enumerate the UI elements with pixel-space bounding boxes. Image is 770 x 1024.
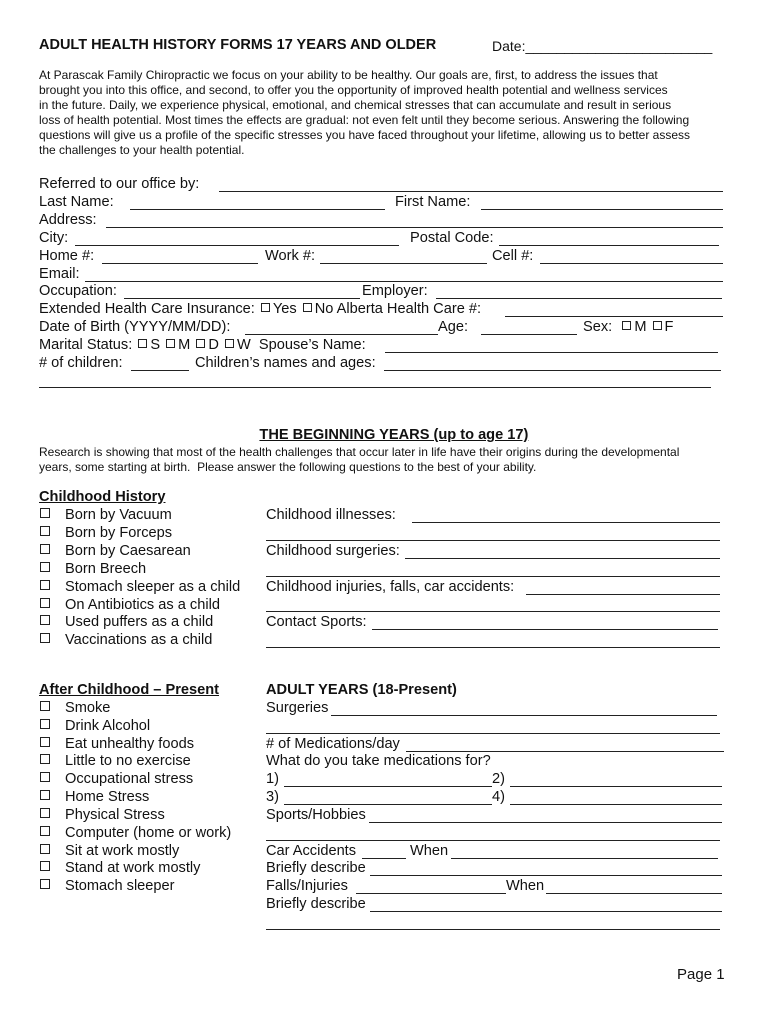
sports-hobbies-input[interactable]	[369, 822, 722, 823]
checkbox[interactable]	[40, 544, 50, 554]
childhood-item[interactable]	[40, 597, 220, 613]
surgeries-input-2[interactable]	[266, 733, 720, 734]
children-count-input[interactable]	[131, 370, 189, 371]
checkbox[interactable]	[40, 737, 50, 747]
age-input[interactable]	[481, 334, 577, 335]
employer-input[interactable]	[436, 298, 722, 299]
med-2-label: 2)	[492, 771, 505, 787]
sex-row	[583, 319, 673, 335]
marital-s-label: S	[150, 337, 161, 353]
marital-label: Marital Status:	[39, 337, 133, 353]
childhood-item[interactable]	[40, 543, 191, 559]
after-item[interactable]	[40, 878, 175, 894]
marital-w-label: W	[236, 337, 251, 353]
childhood-injuries-label: Childhood injuries, falls, car accidents:	[266, 579, 515, 595]
alberta-health-label: Alberta Health Care #:	[336, 301, 482, 317]
med-4-input[interactable]	[510, 804, 722, 805]
first-name-label: First Name:	[395, 194, 471, 210]
employer-label: Employer:	[362, 283, 428, 299]
home-phone-label: Home #:	[39, 248, 95, 264]
childhood-item-label: Vaccinations as a child	[65, 632, 213, 648]
childhood-item[interactable]	[40, 561, 146, 577]
after-item-label: Stand at work mostly	[65, 860, 201, 876]
occupation-input[interactable]	[124, 298, 360, 299]
falls-injuries-input[interactable]	[356, 893, 506, 894]
home-phone-input[interactable]	[102, 263, 258, 264]
falls-describe-input[interactable]	[370, 911, 722, 912]
email-input[interactable]	[85, 281, 723, 282]
after-item-label: Home Stress	[65, 789, 150, 805]
insurance-yes-checkbox[interactable]	[261, 303, 270, 312]
checkbox[interactable]	[40, 580, 50, 590]
childhood-item[interactable]	[40, 614, 213, 630]
contact-sports-input[interactable]	[372, 629, 718, 630]
after-item[interactable]	[40, 860, 200, 876]
after-item-label: Eat unhealthy foods	[65, 736, 195, 752]
medications-input[interactable]	[406, 751, 724, 752]
checkbox[interactable]	[40, 701, 50, 711]
childhood-item[interactable]	[40, 507, 172, 523]
childhood-item-label: Born by Forceps	[65, 525, 173, 541]
surgeries-label: Surgeries	[266, 700, 329, 716]
after-item[interactable]	[40, 718, 150, 734]
checkbox[interactable]	[40, 790, 50, 800]
beginning-text-1: Research is showing that most of the health challenges that occur later in life have their origins during the developmental	[39, 445, 680, 459]
checkbox[interactable]	[40, 598, 50, 608]
marital-row	[39, 337, 366, 353]
car-accidents-describe-input[interactable]	[370, 875, 722, 876]
checkbox[interactable]	[40, 562, 50, 572]
car-accidents-when-input[interactable]	[451, 858, 718, 859]
checkbox[interactable]	[40, 719, 50, 729]
after-item[interactable]	[40, 753, 191, 769]
contact-sports-input-2[interactable]	[266, 647, 720, 648]
postal-code-input[interactable]	[499, 245, 719, 246]
childhood-injuries-input[interactable]	[526, 594, 720, 595]
after-item-label: Occupational stress	[65, 771, 194, 787]
marital-m-label: M	[178, 337, 191, 353]
childhood-item-label: Used puffers as a child	[65, 614, 214, 630]
childhood-item-label: Stomach sleeper as a child	[65, 579, 241, 595]
marital-d-checkbox[interactable]	[196, 339, 205, 348]
after-item[interactable]	[40, 789, 149, 805]
insurance-no-checkbox[interactable]	[303, 303, 312, 312]
car-accidents-input[interactable]	[362, 858, 406, 859]
age-label: Age:	[438, 319, 469, 335]
sex-f-checkbox[interactable]	[653, 321, 662, 330]
medications-for-label: What do you take medications for?	[266, 753, 491, 769]
med-2-input[interactable]	[510, 786, 722, 787]
intro-line-5: questions will give us a profile of the specific stresses you have faced throughout your lifetime, allowing us to better assess	[39, 128, 691, 142]
after-item[interactable]	[40, 736, 194, 752]
childhood-item-label: Born Breech	[65, 561, 147, 577]
childhood-illnesses-label: Childhood illnesses:	[266, 507, 396, 523]
children-names-input-2[interactable]	[39, 387, 711, 388]
address-label: Address:	[39, 212, 97, 228]
city-input[interactable]	[75, 245, 399, 246]
childhood-injuries-input-2[interactable]	[266, 611, 720, 612]
marital-d-label: D	[208, 337, 219, 353]
work-phone-input[interactable]	[320, 263, 487, 264]
childhood-heading: Childhood History	[39, 489, 166, 505]
sex-f-label: F	[664, 319, 674, 335]
referred-input[interactable]	[219, 191, 723, 192]
cell-phone-label: Cell #:	[492, 248, 534, 264]
after-item-label: Stomach sleeper	[65, 878, 175, 894]
after-item[interactable]	[40, 700, 110, 716]
childhood-surgeries-input[interactable]	[405, 558, 720, 559]
form-title: ADULT HEALTH HISTORY FORMS 17 YEARS AND OLDER	[39, 37, 437, 53]
children-count-label: # of children:	[39, 355, 123, 371]
med-3-label: 3)	[266, 789, 279, 805]
after-childhood-heading: After Childhood – Present	[39, 682, 220, 698]
contact-sports-label: Contact Sports:	[266, 614, 367, 630]
marital-s-checkbox[interactable]	[138, 339, 147, 348]
childhood-item[interactable]	[40, 525, 172, 541]
car-accidents-when-label: When	[410, 843, 449, 859]
checkbox[interactable]	[40, 615, 50, 625]
page-number: Page 1	[677, 966, 725, 983]
med-1-input[interactable]	[284, 786, 492, 787]
falls-describe-label: Briefly describe	[266, 896, 366, 912]
med-3-input[interactable]	[284, 804, 492, 805]
marital-w-checkbox[interactable]	[225, 339, 234, 348]
childhood-illnesses-input[interactable]	[412, 522, 720, 523]
intro-line-2: brought you into this office, and second, to offer you the opportunity of improved health potential and wellness services	[39, 83, 668, 97]
falls-injuries-label: Falls/Injuries	[266, 878, 348, 894]
spouse-input[interactable]	[385, 352, 718, 353]
work-phone-label: Work #:	[265, 248, 316, 264]
checkbox[interactable]	[40, 879, 50, 889]
childhood-surgeries-label: Childhood surgeries:	[266, 543, 400, 559]
marital-m-checkbox[interactable]	[166, 339, 175, 348]
car-accidents-label: Car Accidents	[266, 843, 357, 859]
checkbox[interactable]	[40, 633, 50, 643]
surgeries-input[interactable]	[331, 715, 717, 716]
insurance-no-label: No	[314, 301, 334, 317]
children-names-input[interactable]	[384, 370, 721, 371]
after-item-label: Physical Stress	[65, 807, 165, 823]
falls-when-label: When	[506, 878, 545, 894]
children-names-label: Children’s names and ages:	[195, 355, 376, 371]
childhood-surgeries-input-2[interactable]	[266, 576, 720, 577]
sports-hobbies-input-2[interactable]	[266, 840, 720, 841]
falls-describe-input-2[interactable]	[266, 929, 720, 930]
checkbox[interactable]	[40, 808, 50, 818]
insurance-label: Extended Health Care Insurance:	[39, 301, 255, 317]
sex-m-checkbox[interactable]	[622, 321, 631, 330]
date-field[interactable]: Date:________________________	[492, 38, 713, 54]
after-item-label: Drink Alcohol	[65, 718, 151, 734]
alberta-health-input[interactable]	[505, 316, 723, 317]
childhood-item-label: On Antibiotics as a child	[65, 597, 220, 613]
after-item[interactable]	[40, 771, 193, 787]
medications-label: # of Medications/day	[266, 736, 400, 752]
sex-label: Sex:	[583, 319, 613, 335]
checkbox[interactable]	[40, 772, 50, 782]
last-name-label: Last Name:	[39, 194, 114, 210]
first-name-input[interactable]	[481, 209, 723, 210]
adult-years-heading: ADULT YEARS (18-Present)	[266, 682, 457, 698]
checkbox[interactable]	[40, 861, 50, 871]
insurance-yes-label: Yes	[272, 301, 297, 317]
city-label: City:	[39, 230, 69, 246]
checkbox[interactable]	[40, 754, 50, 764]
insurance-row	[39, 301, 481, 317]
intro-line-3: in the future. Daily, we experience physical, emotional, and chemical stresses that can accumulate and result in serious	[39, 98, 672, 112]
cell-phone-input[interactable]	[540, 263, 723, 264]
checkbox[interactable]	[40, 844, 50, 854]
address-input[interactable]	[106, 227, 723, 228]
sex-m-label: M	[634, 319, 647, 335]
sports-hobbies-label: Sports/Hobbies	[266, 807, 366, 823]
email-label: Email:	[39, 266, 80, 282]
childhood-item-label: Born by Caesarean	[65, 543, 191, 559]
intro-line-1: At Parascak Family Chiropractic we focus on your ability to be healthy. Our goals are, first, to address the issues that	[39, 68, 658, 82]
spouse-label: Spouse’s Name:	[258, 337, 366, 353]
falls-when-input[interactable]	[546, 893, 722, 894]
after-item[interactable]	[40, 807, 165, 823]
childhood-illnesses-input-2[interactable]	[266, 540, 720, 541]
checkbox[interactable]	[40, 508, 50, 518]
after-item-label: Sit at work mostly	[65, 843, 180, 859]
car-accidents-describe-label: Briefly describe	[266, 860, 366, 876]
last-name-input[interactable]	[130, 209, 385, 210]
occupation-label: Occupation:	[39, 283, 117, 299]
med-4-label: 4)	[492, 789, 505, 805]
beginning-heading: THE BEGINNING YEARS (up to age 17)	[259, 427, 529, 443]
after-item-label: Little to no exercise	[65, 753, 191, 769]
childhood-item[interactable]	[40, 579, 240, 595]
dob-input[interactable]	[245, 334, 438, 335]
after-item[interactable]	[40, 825, 231, 841]
after-item-label: Smoke	[65, 700, 111, 716]
referred-label: Referred to our office by:	[39, 176, 200, 192]
childhood-item-label: Born by Vacuum	[65, 507, 172, 523]
checkbox[interactable]	[40, 826, 50, 836]
intro-line-6: the challenges to your health potential.	[39, 143, 245, 157]
beginning-text-2: years, some starting at birth. Please answer the following questions to the best of your ability.	[39, 460, 537, 474]
postal-code-label: Postal Code:	[410, 230, 494, 246]
childhood-item[interactable]	[40, 632, 212, 648]
med-1-label: 1)	[266, 771, 279, 787]
intro-line-4: loss of health potential. Most times the effects are gradual: not even felt until they become serious. Answering the following	[39, 113, 690, 127]
after-item-label: Computer (home or work)	[65, 825, 232, 841]
checkbox[interactable]	[40, 526, 50, 536]
after-item[interactable]	[40, 843, 179, 859]
dob-label: Date of Birth (YYYY/MM/DD):	[39, 319, 231, 335]
